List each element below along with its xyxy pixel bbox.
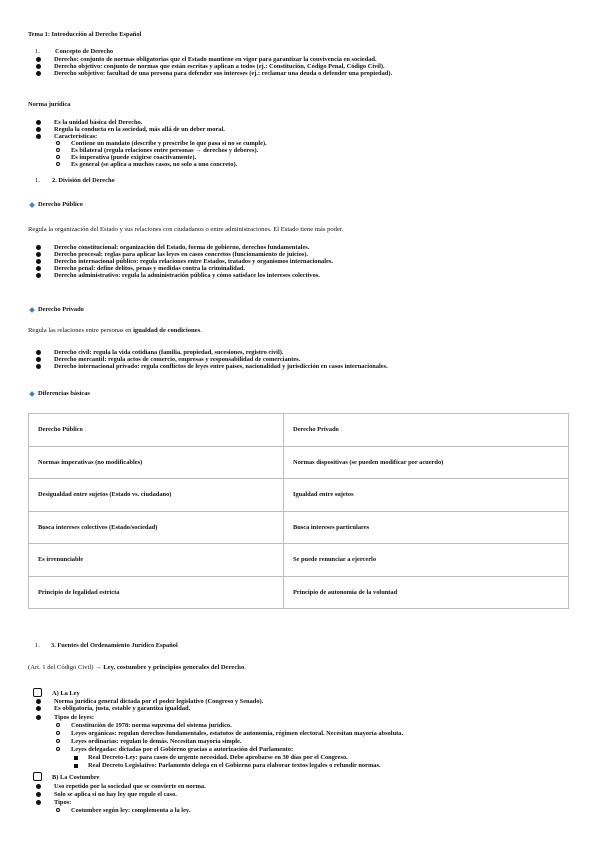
bullet-icon <box>36 706 41 711</box>
bullet-icon <box>36 64 41 69</box>
diamond-bullet-icon <box>29 307 35 313</box>
diamond-bullet-icon <box>29 202 35 208</box>
table-row <box>29 479 569 512</box>
table-row <box>29 511 569 544</box>
fuentes-intro: (Art. 1 del Código Civil) → Ley, costumbre y principios generales del Derecho. <box>28 664 246 671</box>
bullet-icon <box>36 350 41 355</box>
circle-bullet-icon <box>56 155 60 159</box>
ley-heading: A) La Ley <box>52 690 80 697</box>
norma-heading: Norma jurídica <box>28 101 71 108</box>
bullet-icon <box>36 357 41 362</box>
bullet-icon <box>36 715 41 720</box>
circle-bullet-icon <box>56 747 60 751</box>
table-row <box>29 414 569 447</box>
table-cell: Normas imperativas (no modificables) <box>29 446 284 479</box>
bullet-icon <box>36 252 41 257</box>
section-heading-fuentes: 3. Fuentes del Ordenamiento Jurídico Español <box>51 642 178 649</box>
bullet-icon <box>36 71 41 76</box>
privado-intro: Regula las relaciones entre personas en igualdad de condiciones. <box>28 327 202 334</box>
table-cell: Igualdad entre sujetos <box>283 479 568 512</box>
table-cell: Principio de legalidad estricta <box>29 576 284 609</box>
diferencias-heading: Diferencias básicas <box>38 390 90 397</box>
circle-bullet-icon <box>56 731 60 735</box>
table-cell: Es irrenunciable <box>29 544 284 577</box>
bullet-icon <box>36 245 41 250</box>
comparison-table <box>28 413 569 609</box>
bullet-icon <box>36 266 41 271</box>
diamond-bullet-icon <box>29 391 35 397</box>
table-cell: Derecho Público <box>29 414 284 447</box>
table-cell: Derecho Privado <box>283 414 568 447</box>
bullet-icon <box>36 259 41 264</box>
checkbox-icon <box>33 772 42 781</box>
table-cell: Normas dispositivas (se pueden modificar por acuerdo) <box>283 446 568 479</box>
table-row <box>29 544 569 577</box>
checkbox-icon <box>33 688 42 697</box>
circle-bullet-icon <box>56 739 60 743</box>
section-number: 1. <box>35 642 40 649</box>
table-cell: Busca intereses colectivos (Estado/sociedad) <box>29 511 284 544</box>
document-page: Tema 1: Introducción al Derecho Español 1. Concepto de Derecho Derecho: conjunto de normas obligatorias que el Estado mantiene en vigor para garantizar la convivencia en sociedad. Derecho objetivo: conjunto de normas que están escritas y aplican a todos (ej.: Constitución, Código Penal, Código Civil). Derecho subjetivo: facultad de una persona para defender sus intereses (ej.: reclamar una deuda o defender una propiedad). Norma jurídica Es la unidad básica del Derecho. Regula la conducta en la sociedad, más allá de un deber moral. Características: Contiene un mandato (describe y prescribe lo que pasa si no se cumple). Es bilateral (regula relaciones entre personas → derechos y deberes). Es imperativa (puede exigirse coactivamente). Es general (se aplica a muchos casos, no solo a uno concreto). 1. 2. División del Derecho Derecho Público Regula la organización del Estado y sus relaciones con ciudadanos o entre administraciones. El Estado tiene más poder. Derecho constitucional: organización del Estado, forma de gobierno, derechos fundamentales. Derecho procesal: reglas para aplicar las leyes en casos concretos (funcionamiento de juicios). Derecho internacional público: regula relaciones entre Estados, tratados y organismos internacionales. Derecho penal: define delitos, penas y medidas contra la criminalidad. Derecho administrativo: regula la administración pública y cómo satisface los intereses colectivos. Derecho Privado Regula las relaciones entre personas en igualdad de condiciones. Derecho civil: regula la vida cotidiana (familia, propiedad, sucesiones, registro civil). Derecho mercantil: regula actos de comercio, empresas y responsabilidad de comerciantes. Derecho internacional privado: regula conflictos de leyes entre países, nacionalidad y jurisdicción en casos internacionales. Diferencias básicas Derecho Público Derecho Privado Normas imperativas (no modificables) Normas dispositivas (se pueden modificar por acuerdo) Desigualdad entre sujetos (Estado vs. ciudadano) Igualdad entre sujetos Busca intereses colectivos (Estado/sociedad) Busca intereses particulares Es irrenunciable Se puede renunciar a ejercerlo Principio de legalidad estricta Principio de autonomía de la voluntad 1. 3. Fuentes del Ordenamiento Jurídico Español (Art. 1 del Código Civil) → Ley, costumbre y principios generales del Derecho. A) La Ley Norma jurídica general dictada por el poder legislativo (Congreso y Senado). Es obligatoria, justa, estable y garantiza igualdad. Tipos de leyes: Constitución de 1978: norma suprema del sistema jurídico. Leyes orgánicas: regulan derechos fundamentales, estatutos de autonomía, régimen electoral. Necesitan mayoría absoluta. Leyes ordinarias: regulan lo demás. Necesitan mayoría simple. Leyes delegadas: dictadas por el Gobierno gracias a autorización del Parlamento: Real Decreto-Ley: para casos de urgente necesidad. Debe aprobarse en 30 días por el Congreso. Real Decreto Legislativo: Parlamento delega en el Gobierno para elaborar textos legales o refundir normas. B) La Costumbre Uso repetido por la sociedad que se convierte en norma. Solo se aplica si no hay ley que regule el caso. Tipos: Costumbre según ley: complementa a la ley. <box>0 0 600 848</box>
table-cell: Desigualdad entre sujetos (Estado vs. ciudadano) <box>29 479 284 512</box>
section-heading-division: 2. División del Derecho <box>52 177 115 184</box>
section-heading-concepto: Concepto de Derecho <box>55 48 114 55</box>
bullet-icon <box>36 792 41 797</box>
bullet-icon <box>36 127 41 132</box>
table-row <box>29 576 569 609</box>
circle-bullet-icon <box>56 141 60 145</box>
bullet-icon <box>36 699 41 704</box>
circle-bullet-icon <box>56 808 60 812</box>
bullet-icon <box>36 120 41 125</box>
table-row <box>29 446 569 479</box>
document-title: Tema 1: Introducción al Derecho Español <box>28 31 142 38</box>
publico-intro: Regula la organización del Estado y sus relaciones con ciudadanos o entre administraciones. El Estado tiene más poder. <box>28 226 344 233</box>
circle-bullet-icon <box>56 148 60 152</box>
circle-bullet-icon <box>56 723 60 727</box>
bullet-icon <box>36 134 41 139</box>
square-bullet-icon <box>74 764 78 768</box>
square-bullet-icon <box>74 756 78 760</box>
table-cell: Busca intereses particulares <box>283 511 568 544</box>
section-number: 1. <box>35 177 40 184</box>
bullet-icon <box>36 57 41 62</box>
table-cell: Principio de autonomía de la voluntad <box>283 576 568 609</box>
bullet-icon <box>36 273 41 278</box>
circle-bullet-icon <box>56 162 60 166</box>
bullet-icon <box>36 364 41 369</box>
costumbre-heading: B) La Costumbre <box>52 774 100 781</box>
privado-heading: Derecho Privado <box>38 306 84 313</box>
bullet-icon <box>36 800 41 805</box>
table-cell: Se puede renunciar a ejercerlo <box>283 544 568 577</box>
bullet-icon <box>36 784 41 789</box>
publico-heading: Derecho Público <box>38 201 83 208</box>
section-number: 1. <box>35 48 40 55</box>
